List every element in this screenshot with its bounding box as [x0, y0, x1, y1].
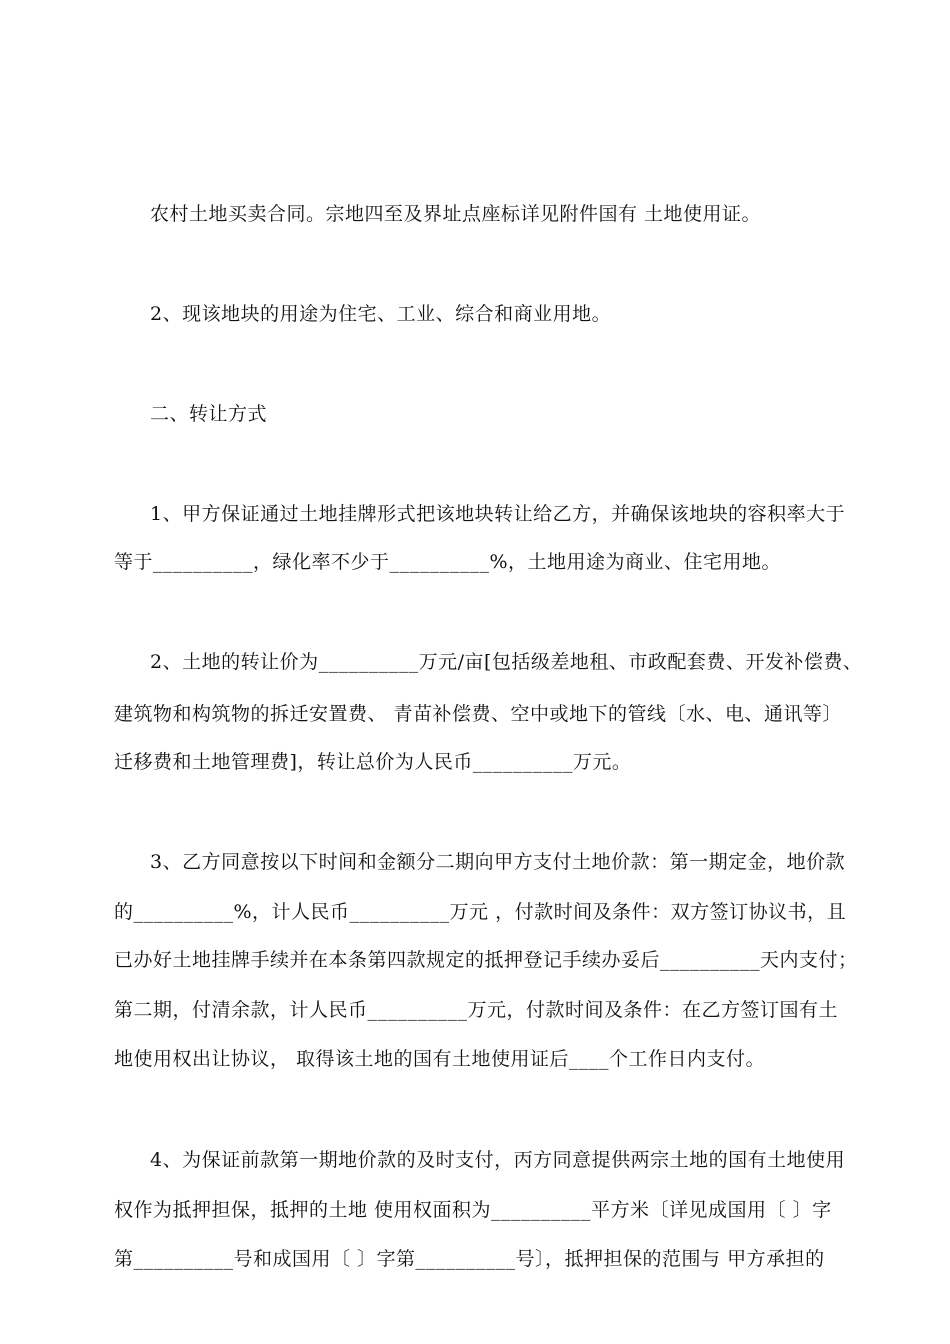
text-line: 地使用权出让协议， 取得该土地的国有土地使用证后____个工作日内支付。	[114, 1048, 766, 1070]
text-line: 4、为保证前款第一期地价款的及时支付，丙方同意提供两宗土地的国有土地使用	[150, 1149, 846, 1171]
text-line: 2、现该地块的用途为住宅、工业、综合和商业用地。	[150, 303, 612, 325]
text-line: 第__________号和成国用〔 〕字第__________号〕，抵押担保的范围与 甲方承担的	[114, 1248, 825, 1270]
text-line: 权作为抵押担保，抵押的土地 使用权面积为__________平方米〔详见成国用〔 〕字	[114, 1199, 832, 1221]
text-line: 第二期，付清余款，计人民币__________万元，付款时间及条件：在乙方签订国有土	[114, 999, 839, 1021]
text-line: 2、土地的转让价为__________万元/亩[包括级差地租、市政配套费、开发补偿费、	[150, 651, 863, 673]
text-line: 的__________%，计人民币__________万元 ，付款时间及条件：双方签订协议书，且	[114, 901, 847, 923]
text-line: 建筑物和构筑物的拆迁安置费、 青苗补偿费、空中或地下的管线〔水、电、通讯等〕	[114, 703, 843, 725]
text-line: 1、甲方保证通过土地挂牌形式把该地块转让给乙方，并确保该地块的容积率大于	[150, 503, 846, 525]
text-line: 迁移费和土地管理费]，转让总价为人民币__________万元。	[114, 751, 632, 773]
text-line: 3、乙方同意按以下时间和金额分二期向甲方支付土地价款：第一期定金，地价款	[150, 851, 846, 873]
text-line: 等于__________，绿化率不少于__________%，土地用途为商业、住宅用地。	[114, 551, 782, 573]
section-heading: 二、转让方式	[150, 403, 268, 425]
text-line: 农村土地买卖合同。宗地四至及界址点座标详见附件国有 土地使用证。	[150, 203, 762, 225]
text-line: 已办好土地挂牌手续并在本条第四款规定的抵押登记手续办妥后__________天内支付；	[114, 949, 858, 971]
